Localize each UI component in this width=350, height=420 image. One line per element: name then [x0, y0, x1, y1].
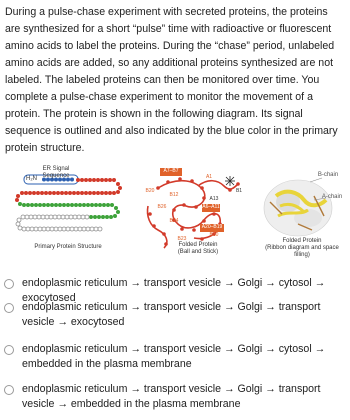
question-text: During a pulse-chase experiment with secreted proteins, the proteins are synthesized for a short “pulse” time with radioactive or fluorescent amino acids to label the proteins. During the “chase” period, unlabeled amino acids are added, so any additional proteins synthesized are not labeled. The labeled proteins can then be monitored over time. You complete a pulse-chase experiment to monitor the movement of a protein. The protein is shown in the following diagram. Its signal sequence is outlined and also indicated by the blue color in the primary protein structure.: [5, 6, 338, 154]
residue-label-b23: B23: [177, 236, 187, 242]
ribbon-diagram: [260, 174, 340, 244]
residue-label-a1: A1: [205, 174, 213, 180]
ribbon-subcaption-1: (Ribbon diagram and space: [265, 245, 339, 251]
option-label: endoplasmic reticulum → transport vesicle → Golgi → cytosol → embedded in the plasma membrane: [22, 343, 326, 370]
b-chain-label: B-chain: [317, 172, 339, 178]
ribbon-subcaption-2: filling): [294, 252, 310, 258]
ball-and-stick-model: [147, 181, 238, 248]
disulfide-bond-marker: [225, 176, 235, 186]
ribbon-caption: Folded Protein: [282, 238, 322, 244]
answer-option-3[interactable]: [4, 342, 346, 372]
residue-label-b1: B1: [235, 188, 243, 194]
primary-structure-caption: Primary Protein Structure: [34, 244, 102, 250]
protein-structure-figure: [8, 166, 344, 268]
option-label: endoplasmic reticulum → transport vesicle → Golgi → transport vesicle → embedded in the plasma membrane: [22, 383, 321, 410]
option-label: endoplasmic reticulum → transport vesicle → Golgi → transport vesicle → exocytosed: [22, 301, 321, 328]
residue-label-b26: B26: [157, 204, 167, 210]
radio-button[interactable]: [4, 303, 14, 313]
residue-label-b30: B30: [209, 232, 219, 238]
answer-option-4[interactable]: [4, 382, 346, 412]
residue-label-a13: A13: [209, 196, 219, 202]
residue-label-a6-a11: A6–A11: [202, 204, 220, 210]
radio-button[interactable]: [4, 279, 14, 289]
residue-label-b24: B24: [169, 218, 179, 224]
residue-label-a20-b19: A20–B19: [201, 224, 223, 230]
radio-button[interactable]: [4, 385, 14, 395]
n-terminus-label: H₂N: [26, 176, 37, 182]
residue-label-b12: B12: [169, 192, 179, 198]
folded-protein-caption: Folded Protein: [178, 242, 218, 248]
residue-label-a7-b7: A7–B7: [163, 168, 179, 174]
radio-button[interactable]: [4, 345, 14, 355]
signal-sequence-label: ER Signal Sequence: [42, 166, 70, 179]
folded-protein-subcaption: (Ball and Stick): [177, 249, 219, 255]
a-chain-label: A-chain: [321, 194, 343, 200]
residue-label-b20: B20: [145, 188, 155, 194]
answer-option-2[interactable]: [4, 300, 346, 330]
option-label: endoplasmic reticulum → transport vesicle → Golgi → cytosol → exocytosed: [22, 277, 326, 304]
